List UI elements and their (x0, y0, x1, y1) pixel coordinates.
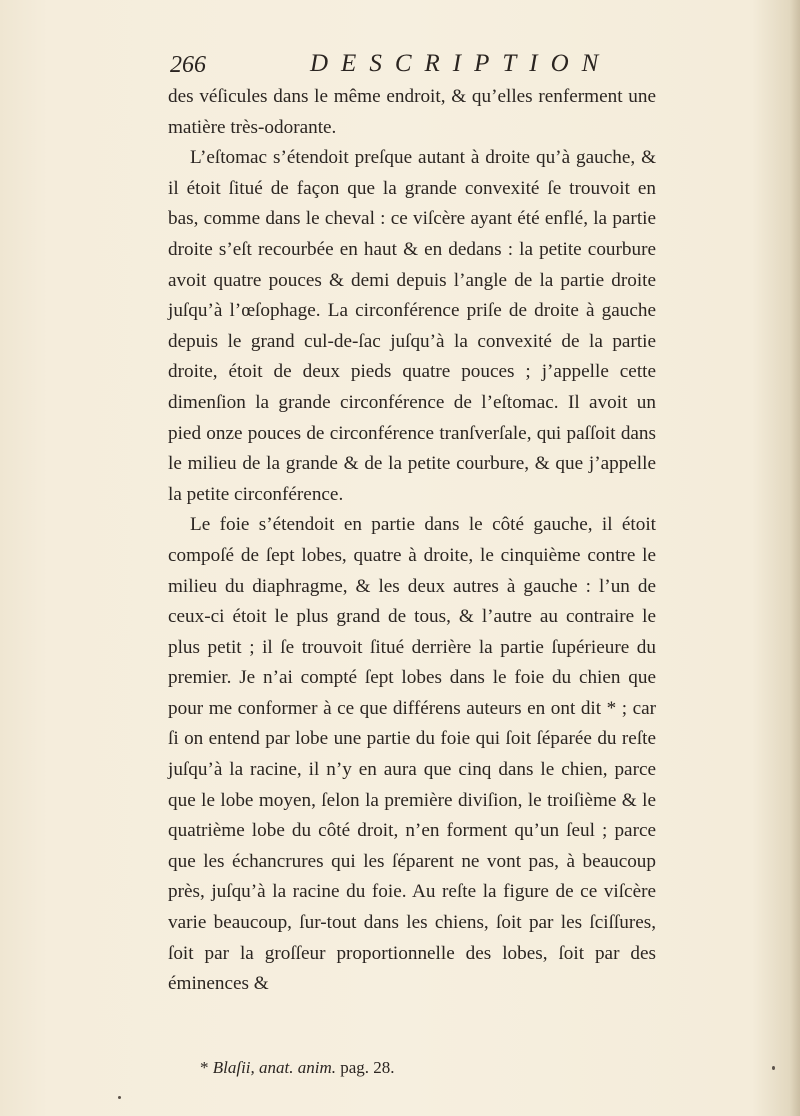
paper-speck (118, 1096, 121, 1099)
footnote (200, 1058, 395, 1078)
footnote-reference: Blaſii, anat. anim. (212, 1058, 336, 1077)
footnote-marker: * (200, 1058, 209, 1077)
running-title: DESCRIPTION (310, 50, 612, 77)
paragraph-3: Le foie s’étendoit en partie dans le côté gauche, il étoit compoſé de ſept lobes, quatre à droite, le cinquième contre le milieu du diaphragme, & les deux autres à gauche : l’un de ceux-ci étoit le plus grand de tous, & l’autre au contraire le plus petit ; il ſe trouvoit ſitué derrière la partie ſupérieure du premier. Je n’ai compté ſept lobes dans le foie du chien que pour me conformer à ce que différens auteurs en ont dit * ; car ſi on entend par lobe une partie du foie qui ſoit ſéparée du reſte juſqu’à la racine, il n’y en aura que cinq dans le chien, parce que le lobe moyen, ſelon la première diviſion, le troiſième & le quatrième lobe du côté droit, n’en forment qu’un ſeul ; parce que les échancrures qui les ſéparent ne vont pas, à beaucoup près, juſqu’à la racine du foie. Au reſte la figure de ce viſcère varie beaucoup, ſur-tout dans les chiens, ſoit par les ſciſſures, ſoit par la groſſeur proportionnelle des lobes, ſoit par des éminences & (168, 514, 656, 995)
page-header (170, 50, 650, 84)
body-text (168, 82, 656, 1000)
footnote-page: pag. 28. (340, 1058, 395, 1077)
page-edge-shadow (790, 0, 800, 1116)
page-number: 266 (170, 52, 206, 78)
paragraph-1: des véſicules dans le même endroit, & qu’elles renferment une matière très-odorante. (168, 86, 656, 138)
paper-speck (772, 1066, 775, 1070)
paragraph-2: L’eſtomac s’étendoit preſque autant à droite qu’à gauche, & il étoit ſitué de façon que la grande convexité ſe trouvoit en bas, comme dans le cheval : ce viſcère ayant été enflé, la partie droite s’eſt recourbée en haut & en dedans : la petite courbure avoit quatre pouces & demi depuis l’angle de la partie droite juſqu’à l’œſophage. La circonférence priſe de droite à gauche depuis le grand cul-de-ſac juſqu’à la convexité de la partie droite, étoit de deux pieds quatre pouces ; j’appelle cette dimenſion la grande circonférence de l’eſtomac. Il avoit un pied onze pouces de circonférence tranſverſale, qui paſſoit dans le milieu de la grande & de la petite courbure, & que j’appelle la petite circonférence. (168, 147, 656, 505)
